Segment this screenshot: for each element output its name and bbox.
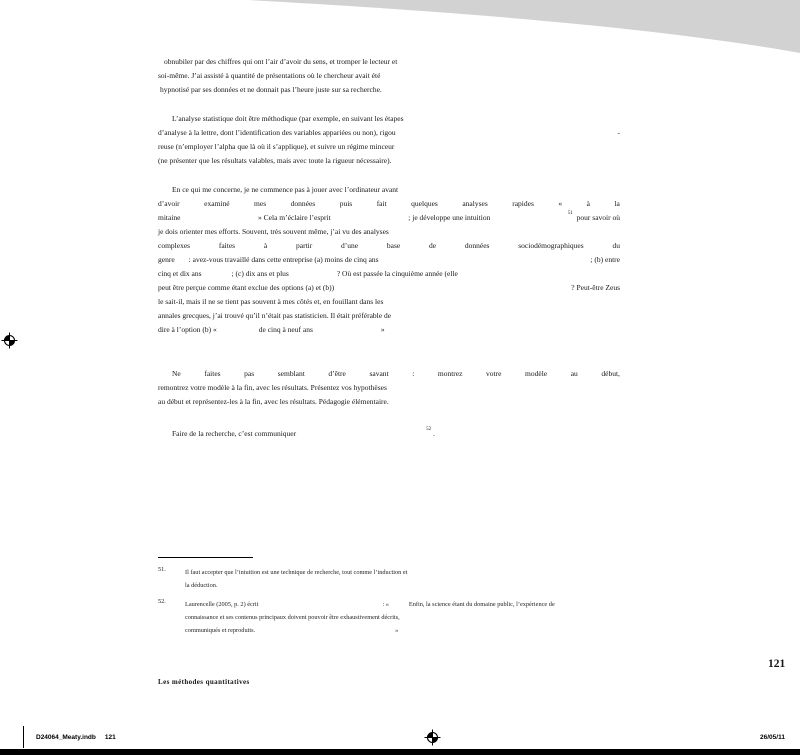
footnote-ref-52: 52 (426, 426, 432, 432)
text-line: reuse (n’employer l’alpha que là où il s’applique), et suivre un régime minceur (158, 142, 395, 151)
page-number: 121 (768, 658, 786, 670)
slug-filename: D24064_Meaty.indb 121 (36, 734, 116, 741)
page-curl-shadow (0, 0, 800, 60)
text-line: le sait-il, mais il ne se tient pas souvent à mes côtés et, en fouillant dans les (158, 297, 384, 306)
text-line-justified: peut être perçue comme étant exclue des options (a) et (b)) ? Peut-être Zeus (158, 283, 620, 292)
text-line-justified: mitaine » Cela m’éclaire l’esprit ; je développe une intuition $^{51}$ pour savoir où (158, 210, 620, 222)
text-line-justified: Ne faites pas semblant d’être savant : montrez votre modèle au début, (172, 369, 620, 378)
footnote-52: 52. Laurencelle (2005, p. 2) écrit : « Enfin, la science étant du domaine public, l’expérience de connaissance et ses contenus principaux doivent pouvoir être exhaustivement décrits, communiqués et reproduits. » (158, 598, 628, 637)
footnotes (158, 557, 628, 643)
text-line: je dois orienter mes efforts. Souvent, très souvent même, j’ai vu des analyses (158, 227, 389, 236)
text-line: obnubiler par des chiffres qui ont l’air d’avoir du sens, et tromper le lecteur et (164, 57, 398, 66)
text-line-justified: genre : avez-vous travaillé dans cette entreprise (a) moins de cinq ans ; (b) entre (158, 255, 620, 264)
text-line: dire à l’option (b) « de cinq à neuf ans » (158, 325, 385, 334)
slug-page-number: 121 (104, 734, 116, 741)
paragraph-4 (158, 367, 620, 409)
paragraph-5 (158, 427, 620, 441)
text-line-justified: d’avoir examiné mes données puis fait quelques analyses rapides « à la (158, 199, 620, 208)
paragraph-2 (158, 112, 620, 168)
footnote-rule (158, 557, 253, 558)
paragraph-3 (158, 183, 620, 337)
text-line: cinq et dix ans ; (c) dix ans et plus ? Où est passée la cinquième année (elle (158, 269, 458, 278)
body-text (158, 55, 620, 441)
footnote-number: 52. (158, 598, 166, 605)
text-line: annales grecques, j’ai trouvé qu’il n’était pas statisticien. Il était préférable de (158, 311, 392, 320)
text-line (158, 126, 620, 140)
slug-date: 26/05/11 (760, 734, 785, 741)
text-line: soi-même. J’ai assisté à quantité de présentations où le chercheur avait été (158, 71, 381, 80)
text-line: En ce qui me concerne, je ne commence pas à jouer avec l’ordinateur avant (172, 185, 399, 194)
text-line: L’analyse statistique doit être méthodique (par exemple, en suivant les étapes (172, 114, 404, 123)
text-line: au début et représentez-les à la fin, avec les résultats. Pédagogie élémentaire. (158, 397, 389, 406)
crop-mark (23, 726, 24, 748)
margin-hyphen: - (617, 128, 620, 137)
text-line: Faire de la recherche, c’est communiquer $^{52}$ . (172, 426, 435, 438)
text-line-justified: complexes faites à partir d’une base de données sociodémographiques du (158, 241, 620, 250)
registration-mark-icon (1, 332, 18, 349)
text-line: remontrez votre modèle à la fin, avec les résultats. Présentez vos hypothèses (158, 383, 387, 392)
footnote-number: 51. (158, 566, 166, 573)
registration-mark-icon (424, 729, 441, 746)
text-line: hypnotisé par ses données et ne donnait pas l’heure juste sur sa recherche. (160, 85, 382, 94)
running-footer: Les méthodes quantitatives (158, 678, 250, 686)
text-line: (ne présenter que les résultats valables, mais avec toute la rigueur nécessaire). (158, 156, 392, 165)
text-segment: d’analyse à la lettre, dont l’identification des variables appariées ou non), rigou (158, 128, 396, 137)
paragraph-1 (158, 55, 620, 97)
bottom-print-bar (0, 749, 800, 755)
footnote-51: 51. Il faut accepter que l’intuition est une technique de recherche, tout comme l’induction et la déduction. (158, 566, 628, 592)
footnote-ref-51: 51 (567, 210, 573, 216)
